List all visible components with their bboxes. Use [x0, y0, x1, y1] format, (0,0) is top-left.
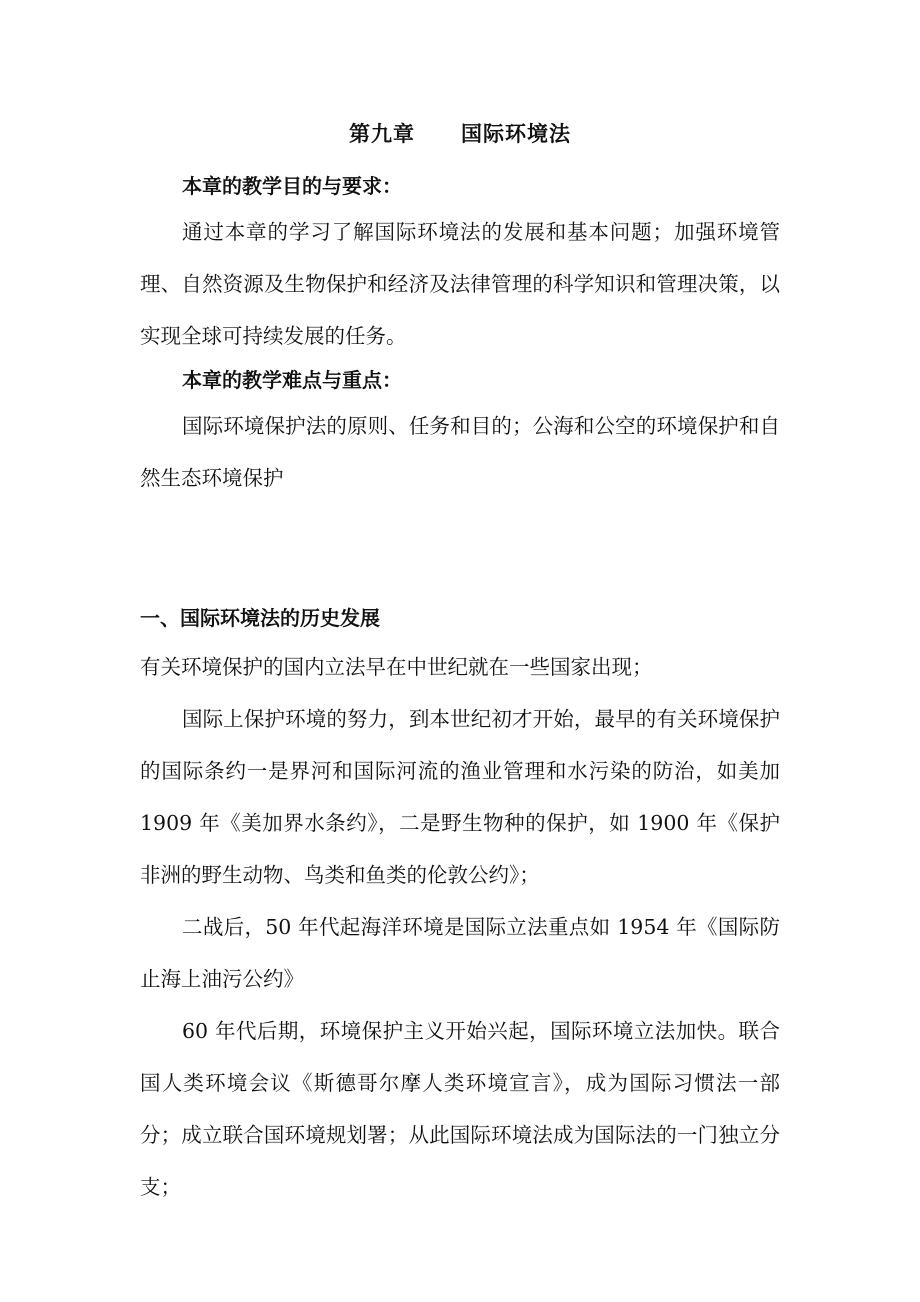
- key-points-heading: 本章的教学难点与重点：: [182, 368, 402, 392]
- key-points-section: [140, 354, 780, 406]
- section1-paragraph-2: 国际上保护环境的努力，到本世纪初才开始，最早的有关环境保护的国际条约一是界河和国际河流的渔业管理和水污染的防治，如美加 1909 年《美加界水条约》，二是野生物种的保护，如 1900 年《保护非洲的野生动物、鸟类和鱼类的伦敦公约》；: [140, 707, 780, 887]
- chapter-number: 第九章: [349, 122, 415, 146]
- key-points-body: [140, 400, 780, 504]
- section1-paragraph-1: 有关环境保护的国内立法早在中世纪就在一些国家出现；: [140, 655, 653, 679]
- section1-paragraph-4: 60 年代后期，环境保护主义开始兴起，国际环境立法加快。联合国人类环境会议《斯德哥尔摩人类环境宣言》，成为国际习惯法一部分；成立联合国环境规划署；从此国际环境法成为国际法的一门独立分支；: [140, 1019, 780, 1199]
- key-points-text: 国际环境保护法的原则、任务和目的；公海和公空的环境保护和自然生态环境保护: [140, 414, 780, 490]
- section1-heading-block: [140, 592, 780, 644]
- objectives-text: 通过本章的学习了解国际环境法的发展和基本问题；加强环境管理、自然资源及生物保护和经济及法律管理的科学知识和管理决策，以实现全球可持续发展的任务。: [140, 220, 780, 348]
- chapter-title: [0, 118, 920, 148]
- section1-body: [140, 641, 780, 1213]
- objectives-heading: 本章的教学目的与要求：: [182, 174, 402, 198]
- section1-heading: 一、国际环境法的历史发展: [140, 606, 380, 630]
- objectives-section: [140, 160, 780, 212]
- objectives-body: [140, 206, 780, 362]
- chapter-name: 国际环境法: [461, 122, 571, 146]
- section1-paragraph-3: 二战后，50 年代起海洋环境是国际立法重点如 1954 年《国际防止海上油污公约》: [140, 915, 780, 991]
